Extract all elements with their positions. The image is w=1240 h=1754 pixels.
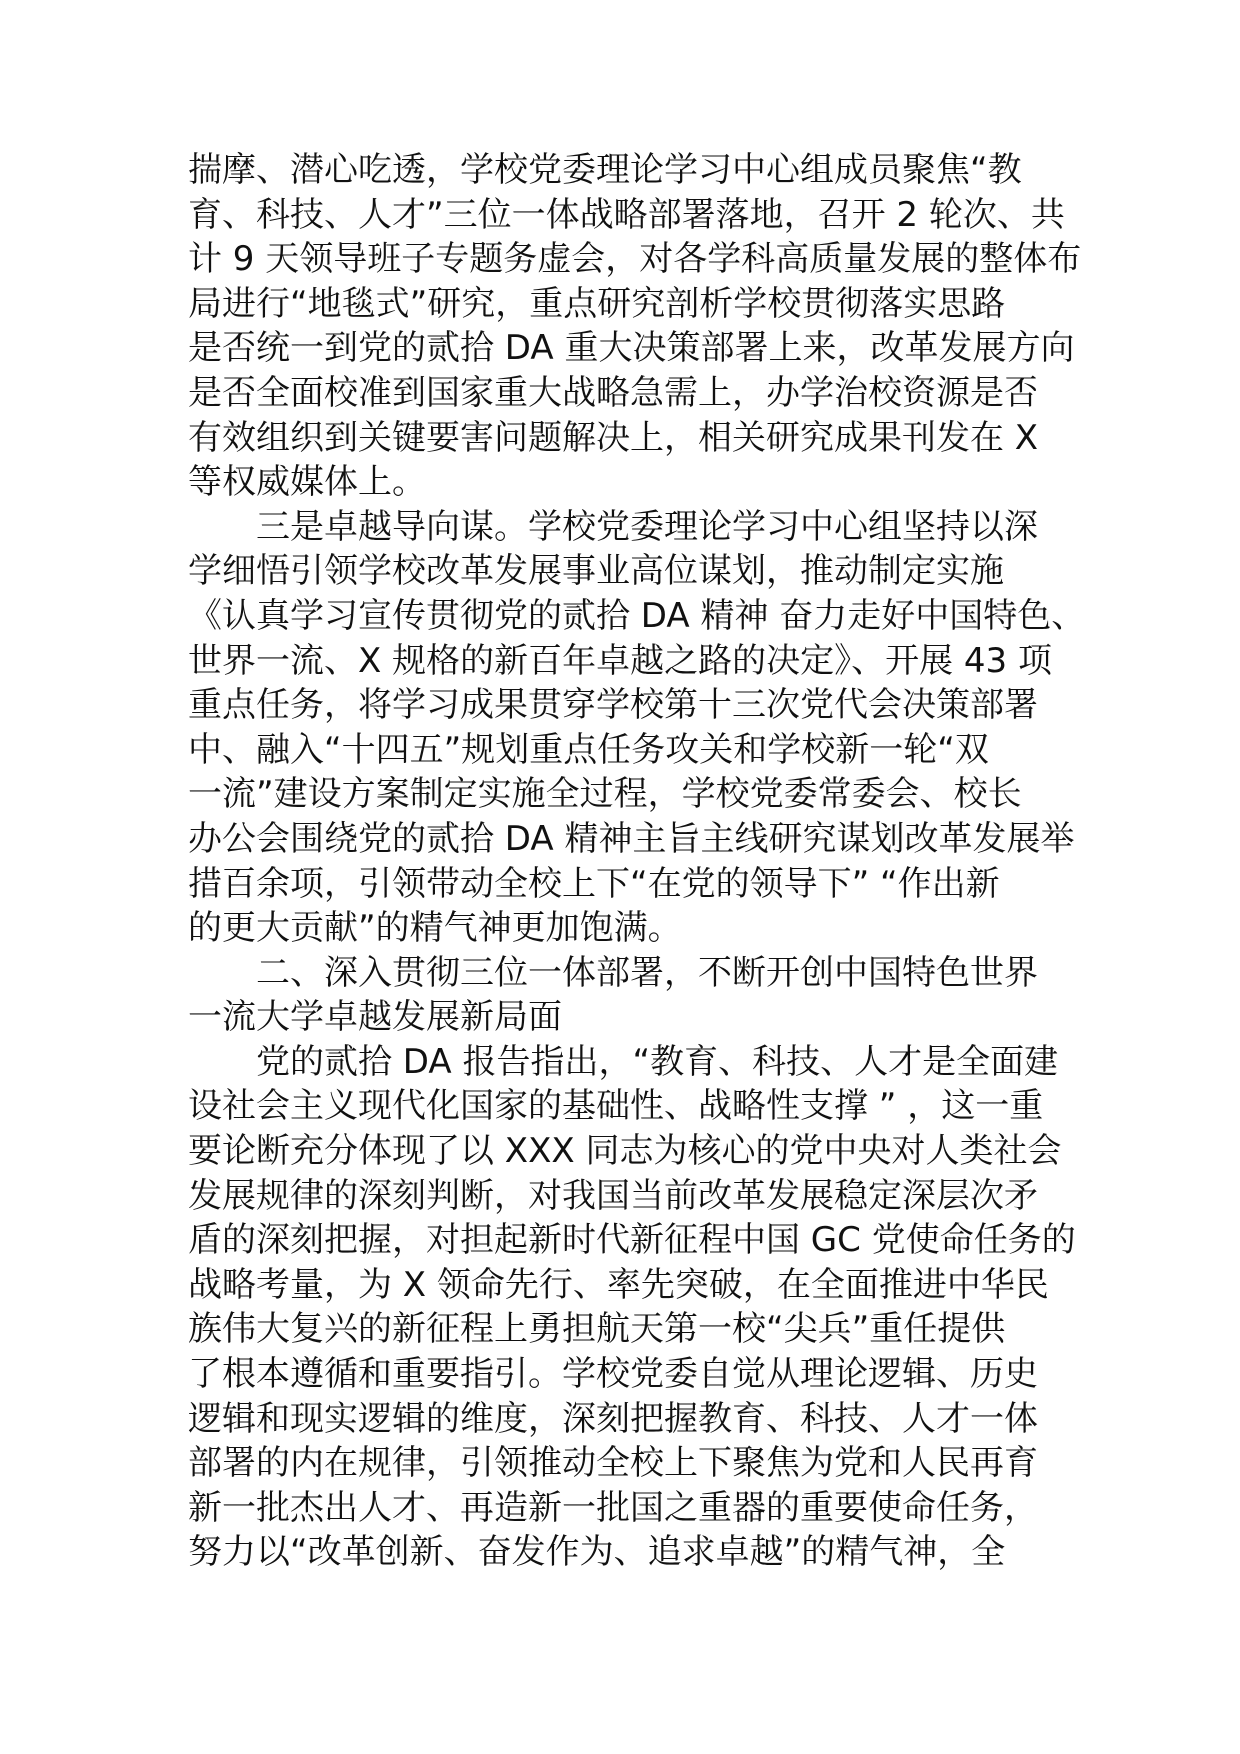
- text-line: 一流”建设方案制定实施全过程，学校党委常委会、校长: [188, 774, 1022, 815]
- text-line: 学细悟引领学校改革发展事业高位谋划，推动制定实施: [188, 551, 1004, 592]
- text-line: 逻辑和现实逻辑的维度，深刻把握教育、科技、人才一体: [188, 1398, 1038, 1439]
- text-line: 设社会主义现代化国家的基础性、战略性支撑 ” ，这一重: [188, 1086, 1044, 1127]
- text-line: 族伟大复兴的新征程上勇担航天第一校“尖兵”重任提供: [188, 1309, 1006, 1350]
- text-line: 等权威媒体上。: [188, 462, 426, 503]
- text-line: 办公会围绕党的贰拾 DA 精神主旨主线研究谋划改革发展举: [188, 818, 1075, 859]
- text-line: 中、融入“十四五”规划重点任务攻关和学校新一轮“双: [188, 729, 989, 770]
- text-line: 《认真学习宣传贯彻党的贰拾 DA 精神 奋力走好中国特色、: [188, 595, 1086, 636]
- paragraph-start-line: 党的贰拾 DA 报告指出，“教育、科技、人才是全面建: [256, 1041, 1059, 1082]
- document-body: [188, 148, 1086, 1575]
- text-line: 计 9 天领导班子专题务虚会，对各学科高质量发展的整体布: [188, 239, 1082, 280]
- section-heading-line: 一流大学卓越发展新局面: [188, 997, 562, 1038]
- text-line: 世界一流、X 规格的新百年卓越之路的决定》、开展 43 项: [188, 640, 1052, 681]
- text-line: 是否统一到党的贰拾 DA 重大决策部署上来，改革发展方向: [188, 328, 1075, 369]
- paragraph-start-line: 三是卓越导向谋。学校党委理论学习中心组坚持以深: [256, 506, 1038, 547]
- text-line: 是否全面校准到国家重大战略急需上，办学治校资源是否: [188, 372, 1038, 413]
- text-line: 育、科技、人才”三位一体战略部署落地，召开 2 轮次、共: [188, 194, 1065, 235]
- text-line: 努力以“改革创新、奋发作为、追求卓越”的精气神，全: [188, 1532, 1006, 1573]
- text-line: 发展规律的深刻判断，对我国当前改革发展稳定深层次矛: [188, 1175, 1038, 1216]
- text-line: 措百余项，引领带动全校上下“在党的领导下” “作出新: [188, 863, 1000, 904]
- text-line: 战略考量，为 X 领命先行、率先突破，在全面推进中华民: [188, 1264, 1049, 1305]
- text-line: 盾的深刻把握，对担起新时代新征程中国 GC 党使命任务的: [188, 1220, 1076, 1261]
- text-line: 局进行“地毯式”研究，重点研究剖析学校贯彻落实思路: [188, 283, 1006, 324]
- text-line: 揣摩、潜心吃透，学校党委理论学习中心组成员聚焦“教: [188, 150, 1022, 190]
- section-heading-line: 二、深入贯彻三位一体部署，不断开创中国特色世界: [256, 952, 1038, 993]
- text-line: 新一批杰出人才、再造新一批国之重器的重要使命任务，: [188, 1487, 1038, 1528]
- text-line: 了根本遵循和重要指引。学校党委自觉从理论逻辑、历史: [188, 1354, 1038, 1395]
- text-line: 重点任务，将学习成果贯穿学校第十三次党代会决策部署: [188, 685, 1038, 726]
- text-line: 的更大贡献”的精气神更加饱满。: [188, 908, 682, 949]
- text-line: 有效组织到关键要害问题解决上，相关研究成果刊发在 X: [188, 417, 1039, 458]
- text-line: 要论断充分体现了以 XXX 同志为核心的党中央对人类社会: [188, 1131, 1062, 1172]
- text-line: 部署的内在规律，引领推动全校上下聚焦为党和人民再育: [188, 1443, 1038, 1484]
